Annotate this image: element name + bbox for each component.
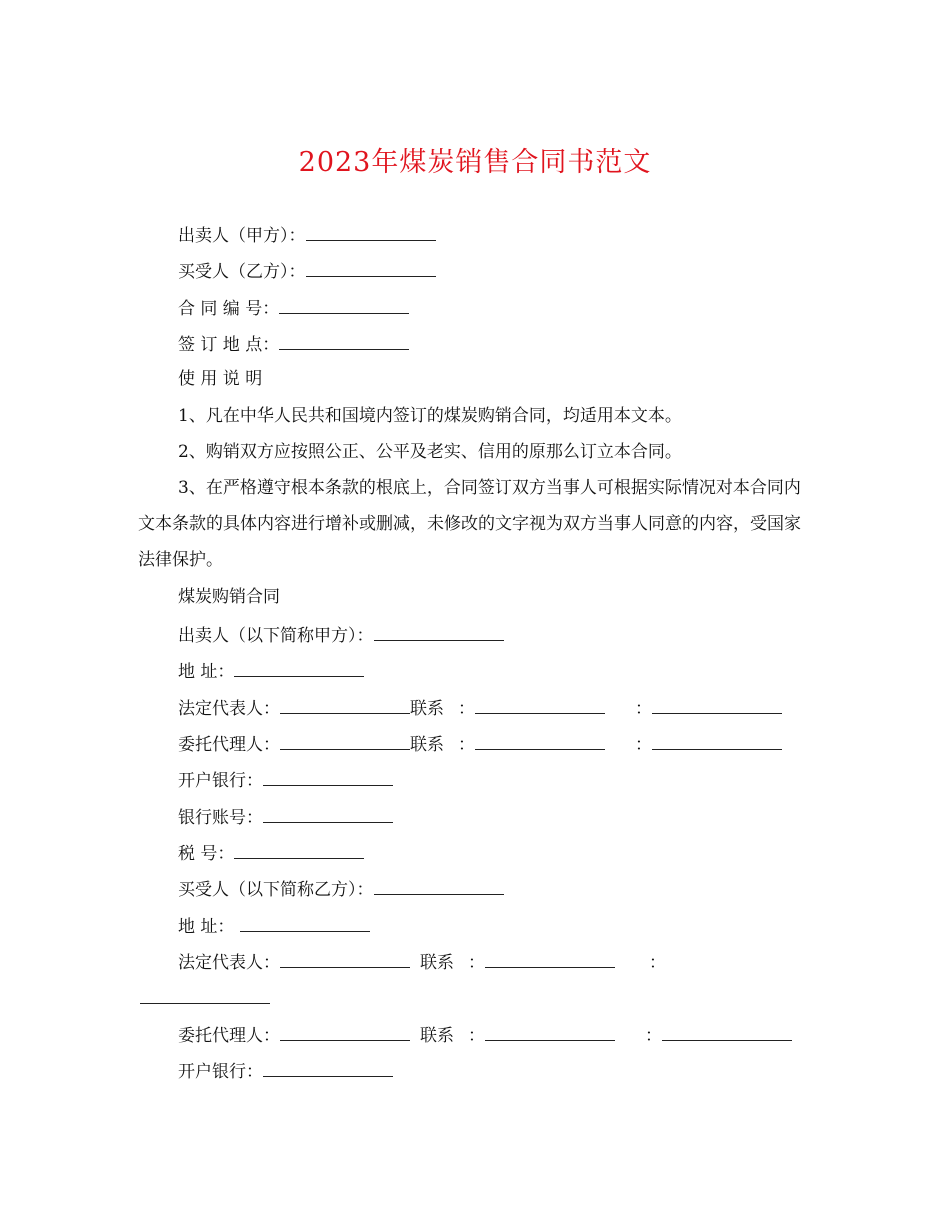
party-a-contact-colon: ：: [458, 699, 475, 719]
party-a-contact-label: 联系: [410, 699, 444, 719]
party-b-agent-contact-colon: ：: [468, 1026, 485, 1046]
party-a-legal-rep-blank[interactable]: [280, 695, 410, 714]
party-a-agent-contact-label: 联系: [410, 735, 444, 755]
party-b-bank-blank[interactable]: [263, 1058, 393, 1077]
party-a-account-blank[interactable]: [263, 804, 393, 823]
party-a-agent-contact-blank[interactable]: [475, 731, 605, 750]
usage-item-1: 1、凡在中华人民共和国境内签订的煤炭购销合同，均适用本文本。: [178, 406, 682, 426]
party-b-agent-phone-blank[interactable]: [662, 1022, 792, 1041]
party-b-contact-blank[interactable]: [485, 949, 615, 968]
party-b-bank-label: 开户银行：: [178, 1062, 263, 1082]
buyer-blank[interactable]: [306, 258, 436, 277]
party-b-agent-label: 委托代理人：: [178, 1026, 280, 1046]
seller-field: [178, 222, 436, 248]
sign-place-blank[interactable]: [279, 331, 409, 350]
party-b-phone-colon: ：: [649, 953, 666, 973]
contract-heading: 煤炭购销合同: [178, 587, 280, 607]
party-a-legal-rep-row: [178, 695, 782, 721]
party-b-agent-contact-blank[interactable]: [485, 1022, 615, 1041]
party-a-agent-phone-colon: ：: [635, 735, 652, 755]
party-a-agent-label: 委托代理人：: [178, 735, 280, 755]
seller-blank[interactable]: [306, 222, 436, 241]
party-b-contact-label: 联系: [420, 953, 454, 973]
usage-item-2: 2、购销双方应按照公正、公平及老实、信用的原那么订立本合同。: [178, 442, 682, 462]
sign-place-label: 签 订 地 点：: [178, 335, 280, 355]
usage-item-3: 3、在严格遵守根本条款的根底上，合同签订双方当事人可根据实际情况对本合同内文本条款的具体内容进行增补或删减，未修改的文字视为双方当事人同意的内容，受国家法律保护。: [138, 478, 801, 570]
party-b-address-blank[interactable]: [240, 913, 370, 932]
contract-no-field: [178, 295, 409, 321]
usage-heading: 使 用 说 明: [178, 369, 263, 389]
party-b-legal-rep-label: 法定代表人：: [178, 953, 280, 973]
party-a-address-label: 地 址：: [178, 662, 235, 682]
party-a-phone-colon: ：: [635, 699, 652, 719]
party-a-agent-blank[interactable]: [280, 731, 410, 750]
party-b-buyer-blank[interactable]: [374, 876, 504, 895]
party-a-phone-blank[interactable]: [652, 695, 782, 714]
party-b-agent-contact-label: 联系: [420, 1026, 454, 1046]
party-a-seller-field: [178, 622, 504, 648]
sign-place-field: [178, 331, 409, 357]
party-a-agent-row: [178, 731, 782, 757]
party-b-legal-rep-blank[interactable]: [280, 949, 410, 968]
party-a-tax-field: [178, 840, 364, 866]
buyer-field: [178, 258, 436, 284]
party-a-bank-label: 开户银行：: [178, 771, 263, 791]
buyer-label: 买受人（乙方）：: [178, 262, 306, 282]
party-a-address-field: [178, 658, 364, 684]
party-b-agent-phone-colon: ：: [645, 1026, 662, 1046]
party-b-contact-colon: ：: [468, 953, 485, 973]
seller-label: 出卖人（甲方）：: [178, 226, 306, 246]
party-b-address-field: [178, 913, 370, 939]
party-a-agent-contact-colon: ：: [458, 735, 475, 755]
party-b-agent-row: [178, 1022, 792, 1048]
party-a-contact-blank[interactable]: [475, 695, 605, 714]
party-a-tax-blank[interactable]: [234, 840, 364, 859]
party-a-seller-blank[interactable]: [374, 622, 504, 641]
party-a-legal-rep-label: 法定代表人：: [178, 699, 280, 719]
party-a-account-field: [178, 804, 393, 830]
contract-no-label: 合 同 编 号：: [178, 299, 280, 319]
party-a-seller-label: 出卖人（以下简称甲方）：: [178, 626, 374, 646]
party-a-tax-label: 税 号：: [178, 844, 235, 864]
party-a-account-label: 银行账号：: [178, 808, 263, 828]
party-b-buyer-label: 买受人（以下简称乙方）：: [178, 880, 374, 900]
party-a-bank-field: [178, 767, 393, 793]
document-title: 2023年煤炭销售合同书范文: [298, 147, 652, 178]
contract-no-blank[interactable]: [279, 295, 409, 314]
party-b-address-label: 地 址：: [178, 917, 235, 937]
party-b-agent-blank[interactable]: [280, 1022, 410, 1041]
party-b-bank-field: [178, 1058, 393, 1084]
party-a-agent-phone-blank[interactable]: [652, 731, 782, 750]
party-b-phone-blank-row: [140, 985, 270, 1011]
party-b-buyer-field: [178, 876, 504, 902]
party-a-address-blank[interactable]: [234, 658, 364, 677]
party-b-phone-blank[interactable]: [140, 985, 270, 1004]
party-a-bank-blank[interactable]: [263, 767, 393, 786]
party-b-legal-rep-row: [178, 949, 666, 975]
